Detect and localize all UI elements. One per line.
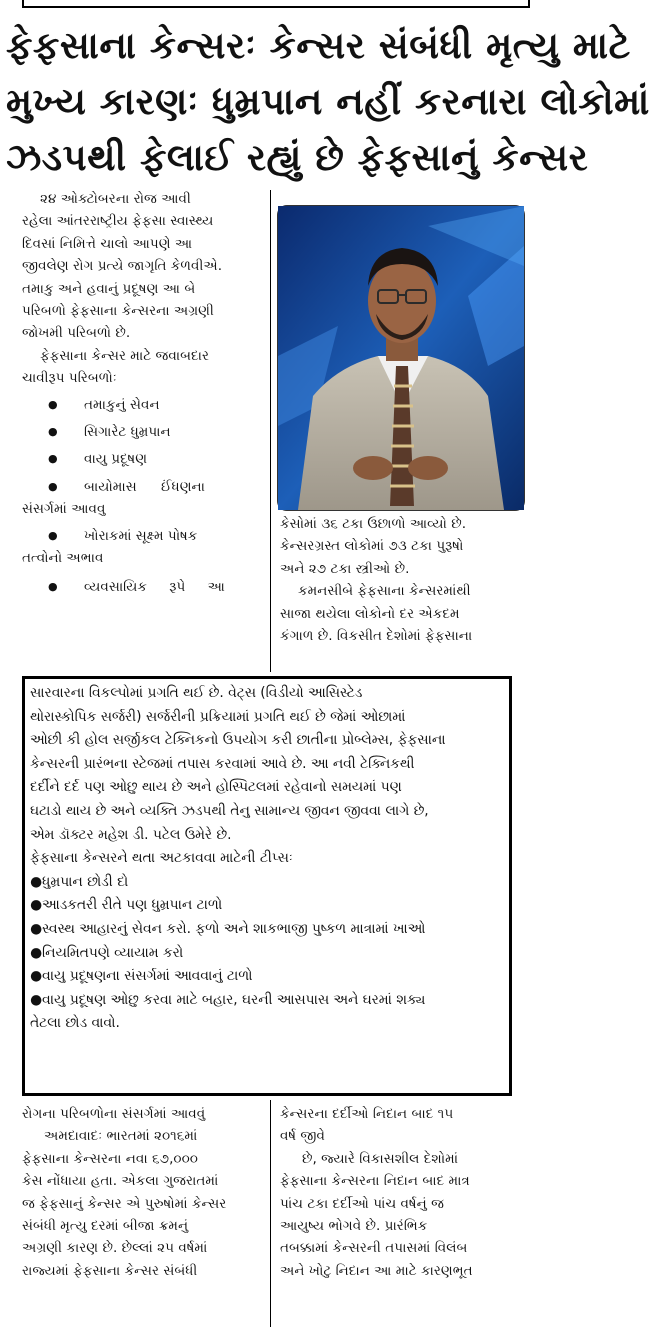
column-divider — [270, 190, 271, 672]
text-line: છે, જ્યારે વિકાસશીલ દેશોમાં — [302, 1150, 459, 1167]
text-line: જ ફેફસાનું કેન્સર એ પુરુષોમાં કેન્સર — [22, 1195, 227, 1212]
headline-line: મુખ્ય કારણઃ ધુમ્રપાન નહીં કરનારા લોકોમાં — [6, 80, 650, 123]
text-line: તબક્કામાં કેન્સરની તપાસમાં વિલંબ — [280, 1240, 468, 1257]
text-line: તમાકુ અને હવાનું પ્રદૂષણ આ બે — [22, 280, 196, 297]
text-line: અમદાવાદઃ ભારતમાં ૨૦૧૬માં — [44, 1128, 198, 1145]
text-line: સંસર્ગમાં આવવુ — [22, 501, 106, 518]
bottom-right-column — [280, 1103, 524, 1282]
text-line: કેન્સરના દર્દીઓ નિદાન બાદ ૧૫ — [280, 1106, 454, 1122]
text-line: કેસ નોંધાયા હતા. એકલા ગુજરાતમાં — [22, 1173, 219, 1190]
doctor-photo-image — [278, 206, 524, 510]
treatment-box — [22, 676, 512, 1096]
tip-item: ●વાયુ પ્રદૂષણ ઓછુ કરવા માટે બહાર, ઘરની આસપાસ અને ઘરમાં શક્ય — [30, 991, 426, 1008]
text-line: ફેફસાના કેન્સરના નિદાન બાદ માત્ર — [280, 1173, 470, 1190]
text-line: અગ્રણી કારણ છે. છેલ્લાં ૨૫ વર્ષમાં — [22, 1240, 208, 1257]
text-line: તત્વોનો અભાવ — [22, 550, 104, 567]
text-line: વર્ષ જીવે — [280, 1128, 325, 1145]
right-column — [280, 513, 524, 647]
text-line: ફેફસાના કેન્સર માટે જવાબદાર — [40, 347, 209, 364]
headline-line: ફેફસાના કેન્સરઃ કેન્સર સંબંધી મૃત્યુ માટે — [6, 24, 631, 67]
tip-item: ●નિયમિતપણે વ્યાયામ કરો — [30, 944, 184, 961]
left-column — [22, 188, 267, 598]
text-line: સંબંધી મૃત્યુ દરમાં બીજા ક્રમનું — [22, 1218, 189, 1235]
tip-item: ●ધુમ્રપાન છોડી દો — [30, 873, 129, 890]
text-line: પાંચ ટકા દર્દીઓ પાંચ વર્ષનું જ — [280, 1195, 444, 1212]
text-line: કંગાળ છે. વિકસીત દેશોમાં ફેફસાના — [280, 628, 473, 645]
text-line: રોગના પરિબળોના સંસર્ગમાં આવવું — [22, 1106, 206, 1122]
cause-bullet: ● વાયુ પ્રદૂષણ — [22, 448, 267, 470]
box-line: દર્દીને દર્દ પણ ઓછુ થાય છે અને હોસ્પિટલમાં રહેવાનો સમયમાં પણ — [30, 779, 402, 796]
tips-title: ફેફસાના કેન્સરને થતા અટકાવવા માટેની ટીપ્સઃ — [30, 850, 293, 867]
box-line: ઓછી કી હોલ સર્જીકલ ટેક્નિકનો ઉપયોગ કરી છાતીના પ્રોબ્લેમ્સ, ફેફસાના — [30, 732, 446, 749]
text-line: કેન્સરગ્રસ્ત લોકોમાં ૭૩ ટકા પુરૂષો — [280, 538, 464, 555]
tip-item: ●સ્વસ્થ આહારનું સેવન કરો. ફળો અને શાકભાજી પુષ્કળ માત્રામાં ખાઓ — [30, 920, 426, 937]
text-line: આયુષ્ય ભોગવે છે. પ્રારંભિક — [280, 1218, 428, 1235]
box-line: કેન્સરની પ્રારંભના સ્ટેજમાં તપાસ કરવામાં આવે છે. આ નવી ટેક્નિકથી — [30, 755, 415, 772]
text-line: કમનસીબે ફેફસાના કેન્સરમાંથી — [298, 583, 471, 600]
top-frame — [22, 0, 530, 8]
headline — [6, 18, 650, 186]
bottom-left-column — [22, 1103, 267, 1282]
cause-bullet: ● ખોરાકમાં સૂક્ષ્મ પોષક — [22, 525, 267, 547]
cause-bullet: ● બાયોમાસ ઈંધણના — [22, 476, 267, 498]
box-line: ઘટાડો થાય છે અને વ્યક્તિ ઝડપથી તેનુ સામાન્ય જીવન જીવવા લાગે છે, — [30, 802, 429, 819]
box-line: એમ ડૉક્ટર મહેશ ડી. પટેલ ઉમેરે છે. — [30, 826, 232, 843]
text-line: ૨૪ ઓક્ટોબરના રોજ આવી — [40, 191, 191, 207]
text-line: કેસોમાં ૩૬ ટકા ઉછાળો આવ્યો છે. — [280, 516, 467, 532]
text-line: સાજા થયેલા લોકોનો દર એકદમ — [280, 605, 460, 622]
cause-bullet: ● વ્યવસાયિક રૂપે આ — [22, 576, 267, 598]
column-divider — [270, 1100, 271, 1327]
text-line: જીવલેણ રોગ પ્રત્યે જાગૃતિ કેળવીએ. — [22, 258, 223, 275]
text-line: ફેફસાના કેન્સરના નવા ૬૭,૦૦૦ — [22, 1150, 198, 1167]
text-line: પરિબળો ફેફસાના કેન્સરના અગ્રણી — [22, 303, 214, 320]
tip-item-continued: તેટલા છોડ વાવો. — [30, 1015, 120, 1032]
text-line: અને ખોટુ નિદાન આ માટે કારણભૂત — [280, 1262, 473, 1279]
box-line: થોરાસ્કોપિક સર્જરી) સર્જરીની પ્રક્રિયામાં પ્રગતિ થઈ છે જેમાં ઓછામાં — [30, 708, 406, 725]
text-line: અને ૨૭ ટકા સ્ત્રીઓ છે. — [280, 560, 410, 577]
tip-item: ●આડકતરી રીતે પણ ધુમ્રપાન ટાળો — [30, 897, 223, 914]
text-line: દિવસાં નિમિત્તે ચાલો આપણે આ — [22, 235, 193, 252]
cause-bullet: ● તમાકુનું સેવન — [22, 394, 267, 416]
box-line: સારવારના વિકલ્પોમાં પ્રગતિ થઈ છે. વેટ્સ (વિડીયો આસિસ્ટેડ — [30, 685, 363, 701]
headline-line: ઝડપથી ફેલાઈ રહ્યું છે ફેફસાનું કેન્સર — [6, 136, 589, 179]
text-line: ચાવીરૂપ પરિબળોઃ — [22, 370, 117, 387]
text-line: જોખમી પરિબળો છે. — [22, 325, 131, 342]
text-line: રાજ્યમાં ફેફસાના કેન્સર સંબંધી — [22, 1262, 198, 1279]
tip-item: ●વાયુ પ્રદૂષણના સંસર્ગમાં આવવાનું ટાળો — [30, 968, 253, 985]
text-line: રહેલા આંતરરાષ્ટ્રીય ફેફસા સ્વાસ્થ્ય — [22, 213, 214, 230]
cause-bullet: ● સિગારેટ ધુમ્રપાન — [22, 421, 267, 443]
doctor-photo — [277, 205, 525, 511]
